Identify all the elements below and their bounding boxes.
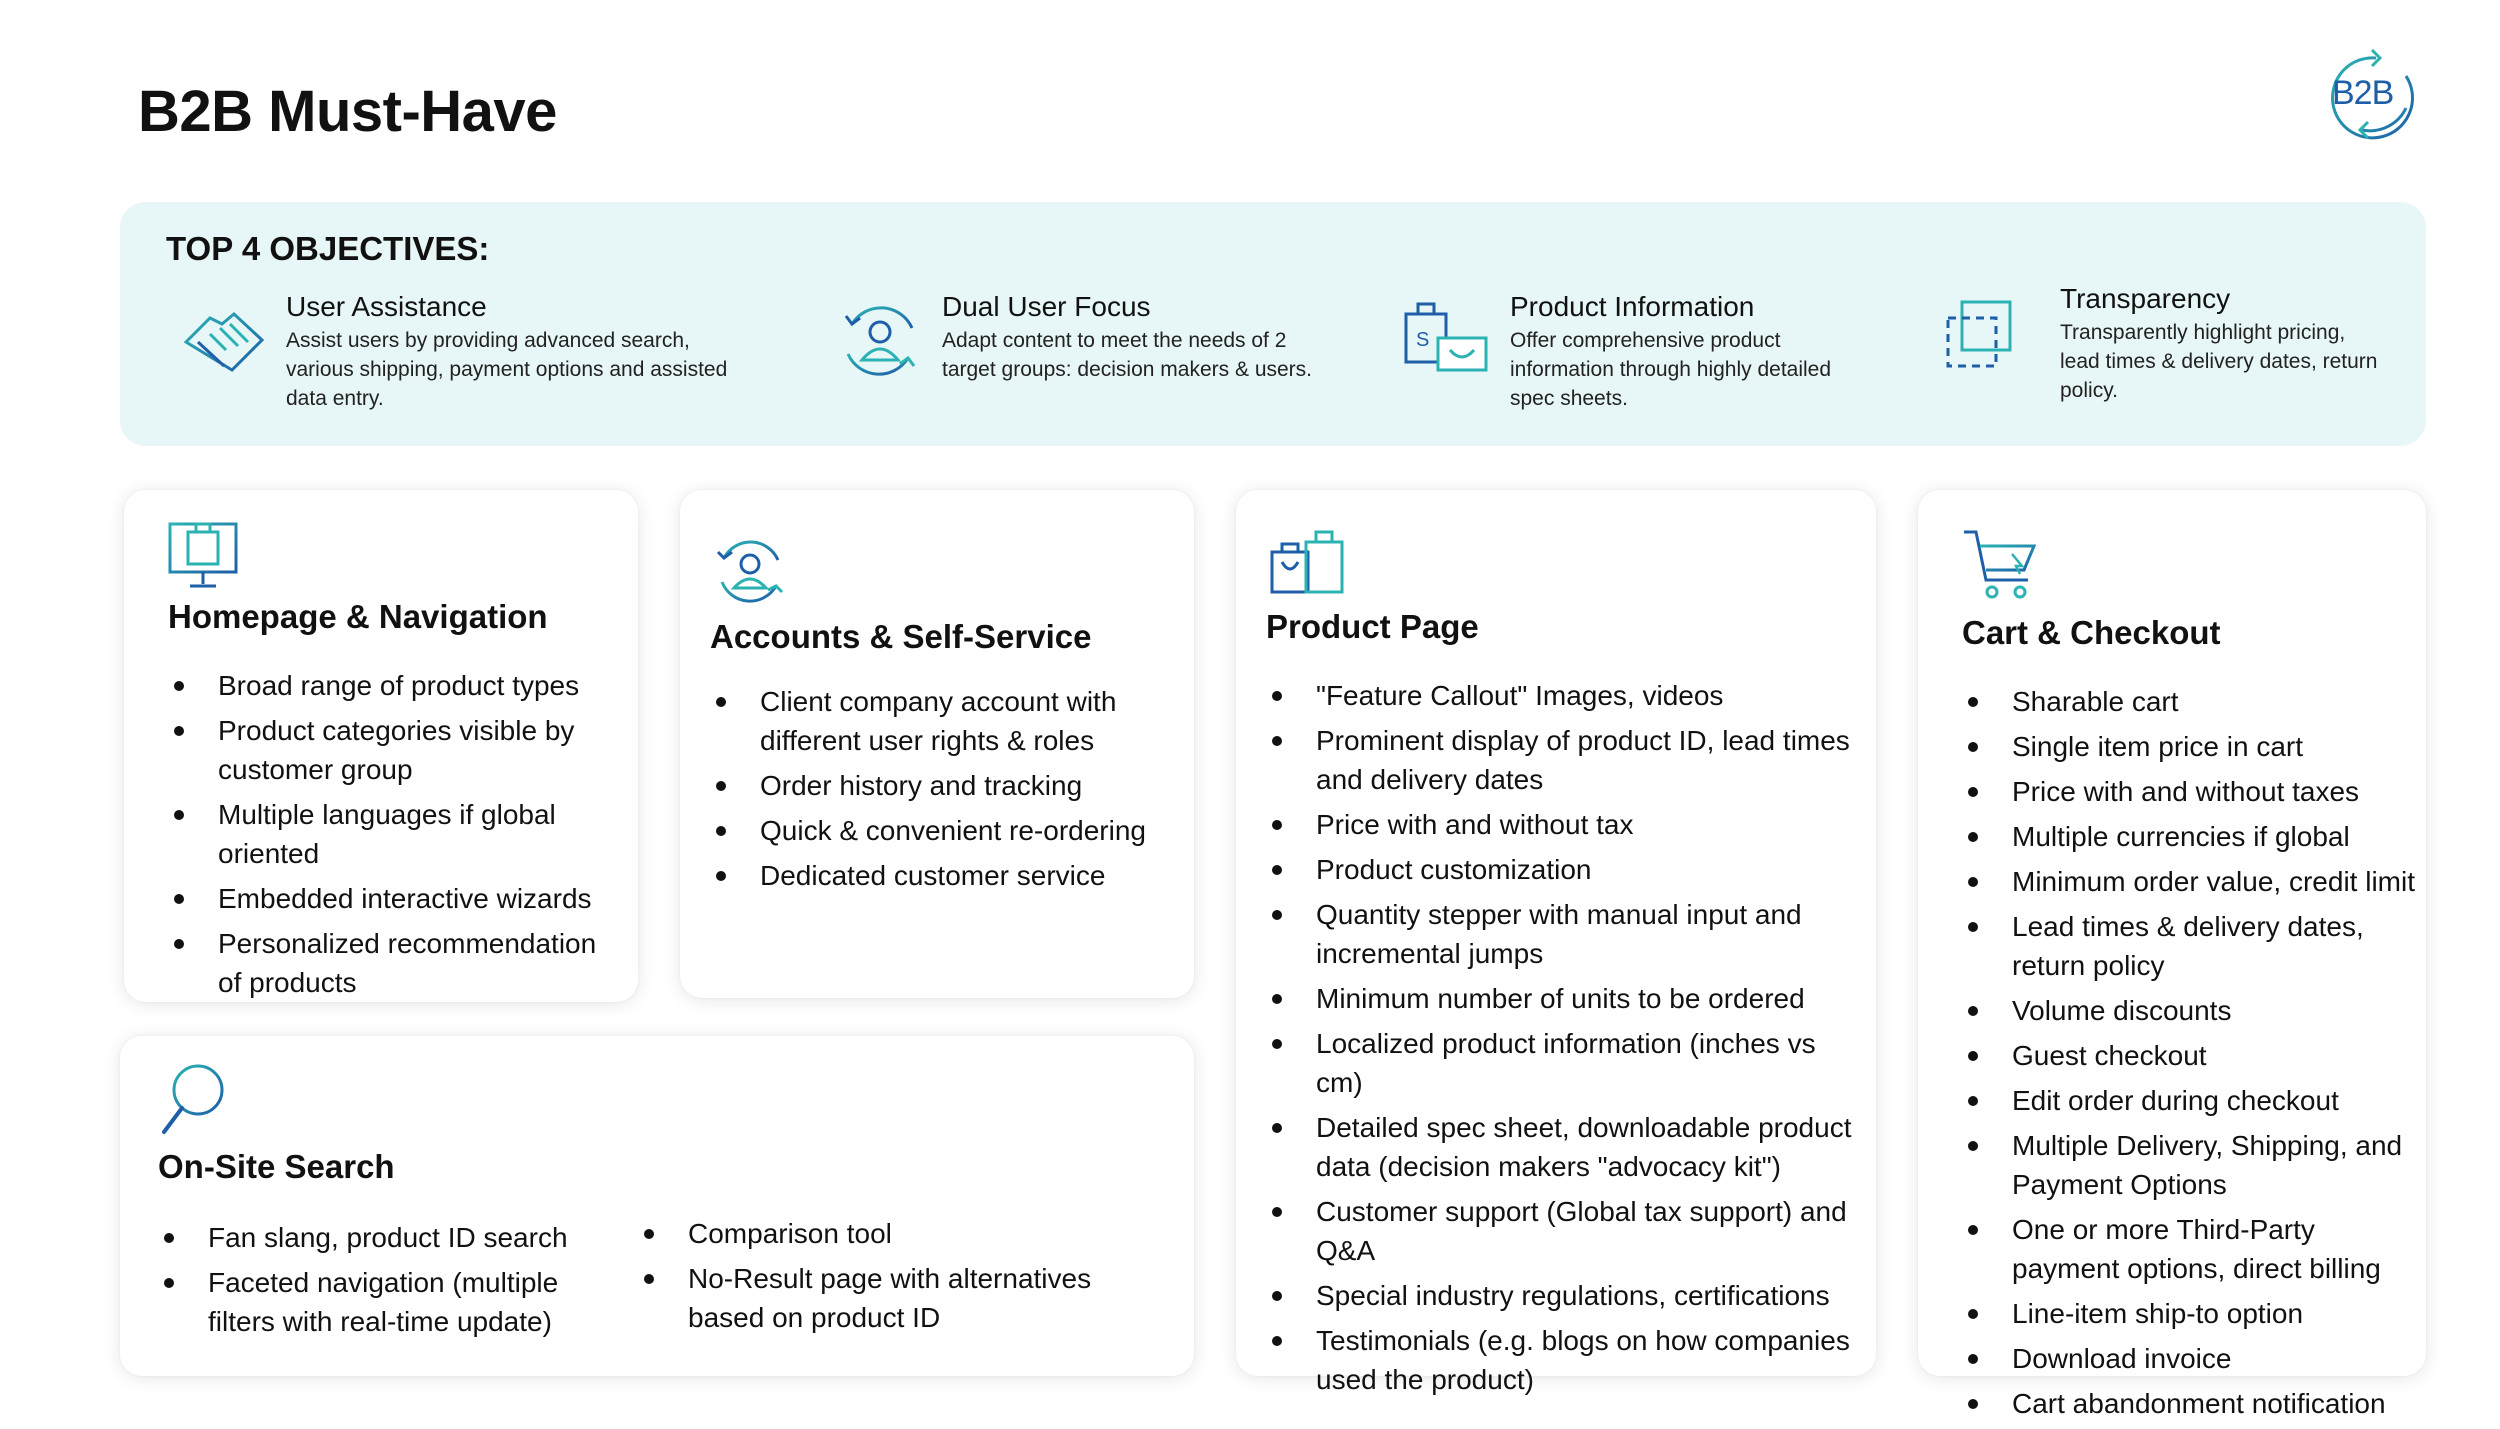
svg-text:S: S bbox=[1416, 329, 1430, 351]
monitor-bag-icon bbox=[164, 510, 248, 594]
list-item: Testimonials (e.g. blogs on how companies used the product) bbox=[1266, 1321, 1866, 1399]
objective-description: Offer comprehensive product information through highly detailed spec sheets. bbox=[1510, 329, 1832, 410]
card-title: Accounts & Self-Service bbox=[710, 618, 1092, 655]
homepage-list bbox=[168, 666, 608, 1008]
list-item: Multiple currencies if global bbox=[1962, 817, 2422, 856]
list-item: Product customization bbox=[1266, 850, 1866, 889]
objective-title: Dual User Focus bbox=[942, 291, 1151, 322]
list-item: No-Result page with alternatives based on product ID bbox=[638, 1259, 1128, 1337]
bags-icon bbox=[1266, 522, 1350, 606]
accounts-list bbox=[710, 682, 1160, 901]
card-on-site-search bbox=[120, 1036, 1194, 1376]
list-item: Embedded interactive wizards bbox=[168, 879, 608, 918]
list-item: Multiple languages if global oriented bbox=[168, 795, 608, 873]
card-homepage-navigation bbox=[124, 490, 638, 1002]
shopping-bag-icon bbox=[1400, 294, 1496, 390]
card-product-page bbox=[1236, 490, 1876, 1395]
objectives-heading: TOP 4 OBJECTIVES: bbox=[166, 230, 490, 267]
search-list-left bbox=[158, 1218, 598, 1347]
list-item: Detailed spec sheet, downloadable product data (decision makers "advocacy kit") bbox=[1266, 1108, 1866, 1186]
card-title: On-Site Search bbox=[158, 1148, 395, 1185]
cart-list bbox=[1962, 682, 2422, 1429]
list-item: Cart abandonment notification bbox=[1962, 1384, 2422, 1423]
card-cart-checkout bbox=[1918, 490, 2426, 1419]
list-item: Localized product information (inches vs cm) bbox=[1266, 1024, 1866, 1102]
list-item: Client company account with different user rights & roles bbox=[710, 682, 1160, 760]
handshake-icon bbox=[176, 294, 272, 390]
logo-text: B2B bbox=[2332, 74, 2394, 112]
objective-title: Transparency bbox=[2060, 283, 2231, 314]
list-item: Comparison tool bbox=[638, 1214, 1128, 1253]
list-item: Download invoice bbox=[1962, 1339, 2422, 1378]
list-item: Broad range of product types bbox=[168, 666, 608, 705]
list-item: Lead times & delivery dates, return policy bbox=[1962, 907, 2422, 985]
list-item: "Feature Callout" Images, videos bbox=[1266, 676, 1866, 715]
card-title: Cart & Checkout bbox=[1962, 614, 2221, 651]
objective-description: Assist users by providing advanced search, various shipping, payment options and assisted data entry. bbox=[286, 329, 728, 410]
product-list bbox=[1266, 676, 1866, 1405]
objective-description: Transparently highlight pricing, lead times & delivery dates, return policy. bbox=[2060, 321, 2378, 402]
objective-title: Product Information bbox=[1510, 291, 1755, 322]
list-item: Single item price in cart bbox=[1962, 727, 2422, 766]
b2b-logo bbox=[2314, 46, 2424, 142]
list-item: Prominent display of product ID, lead times and delivery dates bbox=[1266, 721, 1866, 799]
list-item: Guest checkout bbox=[1962, 1036, 2422, 1075]
card-accounts-self-service bbox=[680, 490, 1194, 998]
transparency-frame-icon bbox=[1940, 292, 2036, 388]
cart-icon bbox=[1958, 524, 2042, 608]
user-cycle-icon bbox=[708, 530, 792, 614]
list-item: Volume discounts bbox=[1962, 991, 2422, 1030]
list-item: Sharable cart bbox=[1962, 682, 2422, 721]
list-item: One or more Third-Party payment options, direct billing bbox=[1962, 1210, 2422, 1288]
list-item: Multiple Delivery, Shipping, and Payment Options bbox=[1962, 1126, 2422, 1204]
list-item: Order history and tracking bbox=[710, 766, 1160, 805]
card-title: Product Page bbox=[1266, 608, 1479, 645]
list-item: Price with and without taxes bbox=[1962, 772, 2422, 811]
page-title: B2B Must-Have bbox=[138, 79, 557, 144]
list-item: Customer support (Global tax support) and Q&A bbox=[1266, 1192, 1866, 1270]
list-item: Personalized recommendation of products bbox=[168, 924, 608, 1002]
list-item: Edit order during checkout bbox=[1962, 1081, 2422, 1120]
list-item: Minimum order value, credit limit bbox=[1962, 862, 2422, 901]
list-item: Fan slang, product ID search bbox=[158, 1218, 598, 1257]
list-item: Faceted navigation (multiple filters with real-time update) bbox=[158, 1263, 598, 1341]
list-item: Special industry regulations, certifications bbox=[1266, 1276, 1866, 1315]
list-item: Product categories visible by customer group bbox=[168, 711, 608, 789]
objective-description: Adapt content to meet the needs of 2 target groups: decision makers & users. bbox=[942, 329, 1313, 381]
search-list-right bbox=[638, 1214, 1128, 1343]
card-title: Homepage & Navigation bbox=[168, 598, 548, 635]
list-item: Quantity stepper with manual input and incremental jumps bbox=[1266, 895, 1866, 973]
user-cycle-icon bbox=[832, 294, 928, 390]
magnifier-icon bbox=[156, 1060, 240, 1144]
list-item: Dedicated customer service bbox=[710, 856, 1160, 895]
list-item: Minimum number of units to be ordered bbox=[1266, 979, 1866, 1018]
list-item: Price with and without tax bbox=[1266, 805, 1866, 844]
list-item: Line-item ship-to option bbox=[1962, 1294, 2422, 1333]
list-item: Quick & convenient re-ordering bbox=[710, 811, 1160, 850]
objectives-panel bbox=[120, 202, 2426, 446]
objective-title: User Assistance bbox=[286, 291, 487, 322]
